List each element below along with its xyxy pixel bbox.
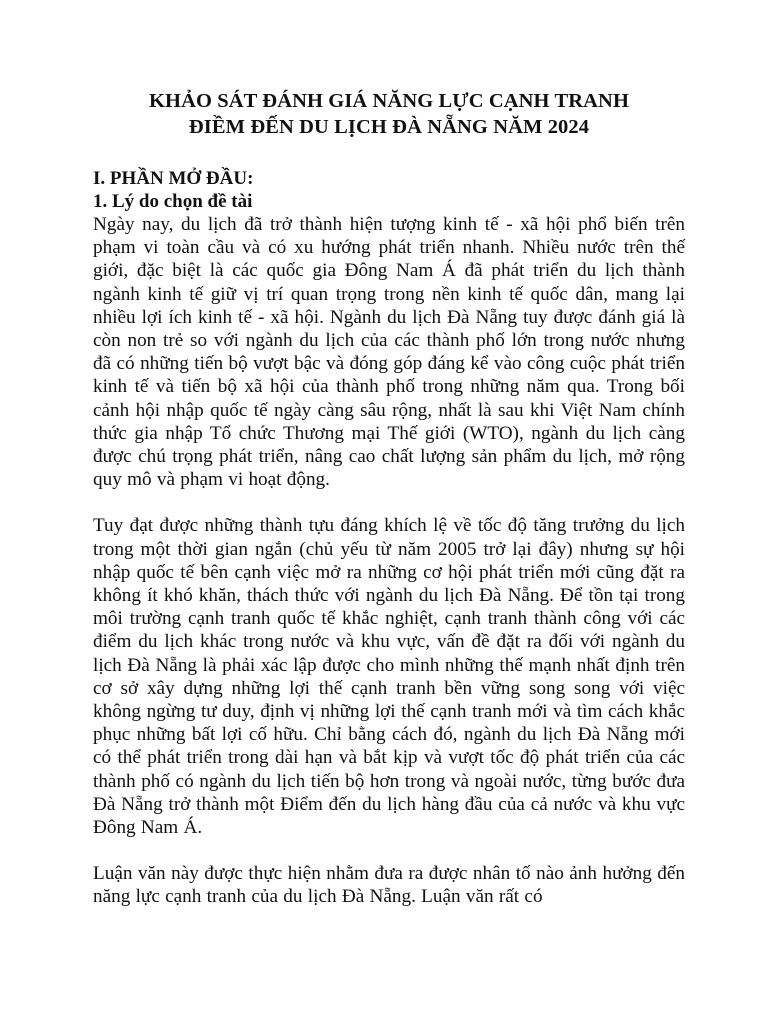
document-title-line-2: ĐIỀM ĐẾN DU LỊCH ĐÀ NẴNG NĂM 2024: [188, 116, 590, 138]
subsection-heading: 1. Lý do chọn đề tài: [93, 191, 253, 212]
section-heading: I. PHẦN MỞ ĐẦU:: [93, 168, 254, 189]
body-paragraph-3: Luận văn này được thực hiện nhằm đưa ra được nhân tố nào ảnh hưởng đến năng lực cạnh tranh của du lịch Đà Nẵng. Luận văn rất có: [93, 863, 685, 908]
document-title-line-1: KHẢO SÁT ĐÁNH GIÁ NĂNG LỰC CẠNH TRANH: [149, 90, 629, 112]
document-title: [93, 88, 685, 140]
body-paragraph-1: Ngày nay, du lịch đã trở thành hiện tượng kinh tế - xã hội phổ biến trên phạm vi toàn cầu và có xu hướng phát triển nhanh. Nhiều nước trên thế giới, đặc biệt là các quốc gia Đông Nam Á đã phát triển du lịch thành ngành kinh tế giữ vị trí quan trọng trong nền kinh tế quốc dân, mang lại nhiều lợi ích kinh tế - xã hội. Ngành du lịch Đà Nẵng tuy được đánh giá là còn non trẻ so với ngành du lịch của các thành phố lớn trong nước nhưng đã có những tiến bộ vượt bậc và đóng góp đáng kể vào công cuộc phát triển kinh tế và tiến bộ xã hội của thành phố trong những năm qua. Trong bối cảnh hội nhập quốc tế ngày càng sâu rộng, nhất là sau khi Việt Nam chính thức gia nhập Tổ chức Thương mại Thế giới (WTO), ngành du lịch càng được chú trọng phát triển, nâng cao chất lượng sản phẩm du lịch, mở rộng quy mô và phạm vi hoạt động.: [93, 214, 685, 491]
body-paragraph-2: Tuy đạt được những thành tựu đáng khích lệ về tốc độ tăng trưởng du lịch trong một thời gian ngắn (chủ yếu từ năm 2005 trở lại đây) nhưng sự hội nhập quốc tế bên cạnh việc mở ra những cơ hội phát triển mới cũng đặt ra không ít khó khăn, thách thức với ngành du lịch Đà Nẵng. Để tồn tại trong môi trường cạnh tranh quốc tế khắc nghiệt, cạnh tranh thành công với các điểm du lịch khác trong nước và khu vực, vấn đề đặt ra đối với ngành du lịch Đà Nẵng là phải xác lập được cho mình những thế mạnh nhất định trên cơ sở xây dựng những lợi thế cạnh tranh bền vững song song với việc không ngừng tư duy, định vị những lợi thế cạnh tranh mới và tìm cách khắc phục những bất lợi cố hữu. Chỉ bằng cách đó, ngành du lịch Đà Nẵng mới có thể phát triển trong dài hạn và bắt kịp và vượt tốc độ phát triển của các thành phố có ngành du lịch tiến bộ hơn trong và ngoài nước, từng bước đưa Đà Nẵng trở thành một Điểm đến du lịch hàng đầu của cả nước và khu vực Đông Nam Á.: [93, 515, 685, 839]
